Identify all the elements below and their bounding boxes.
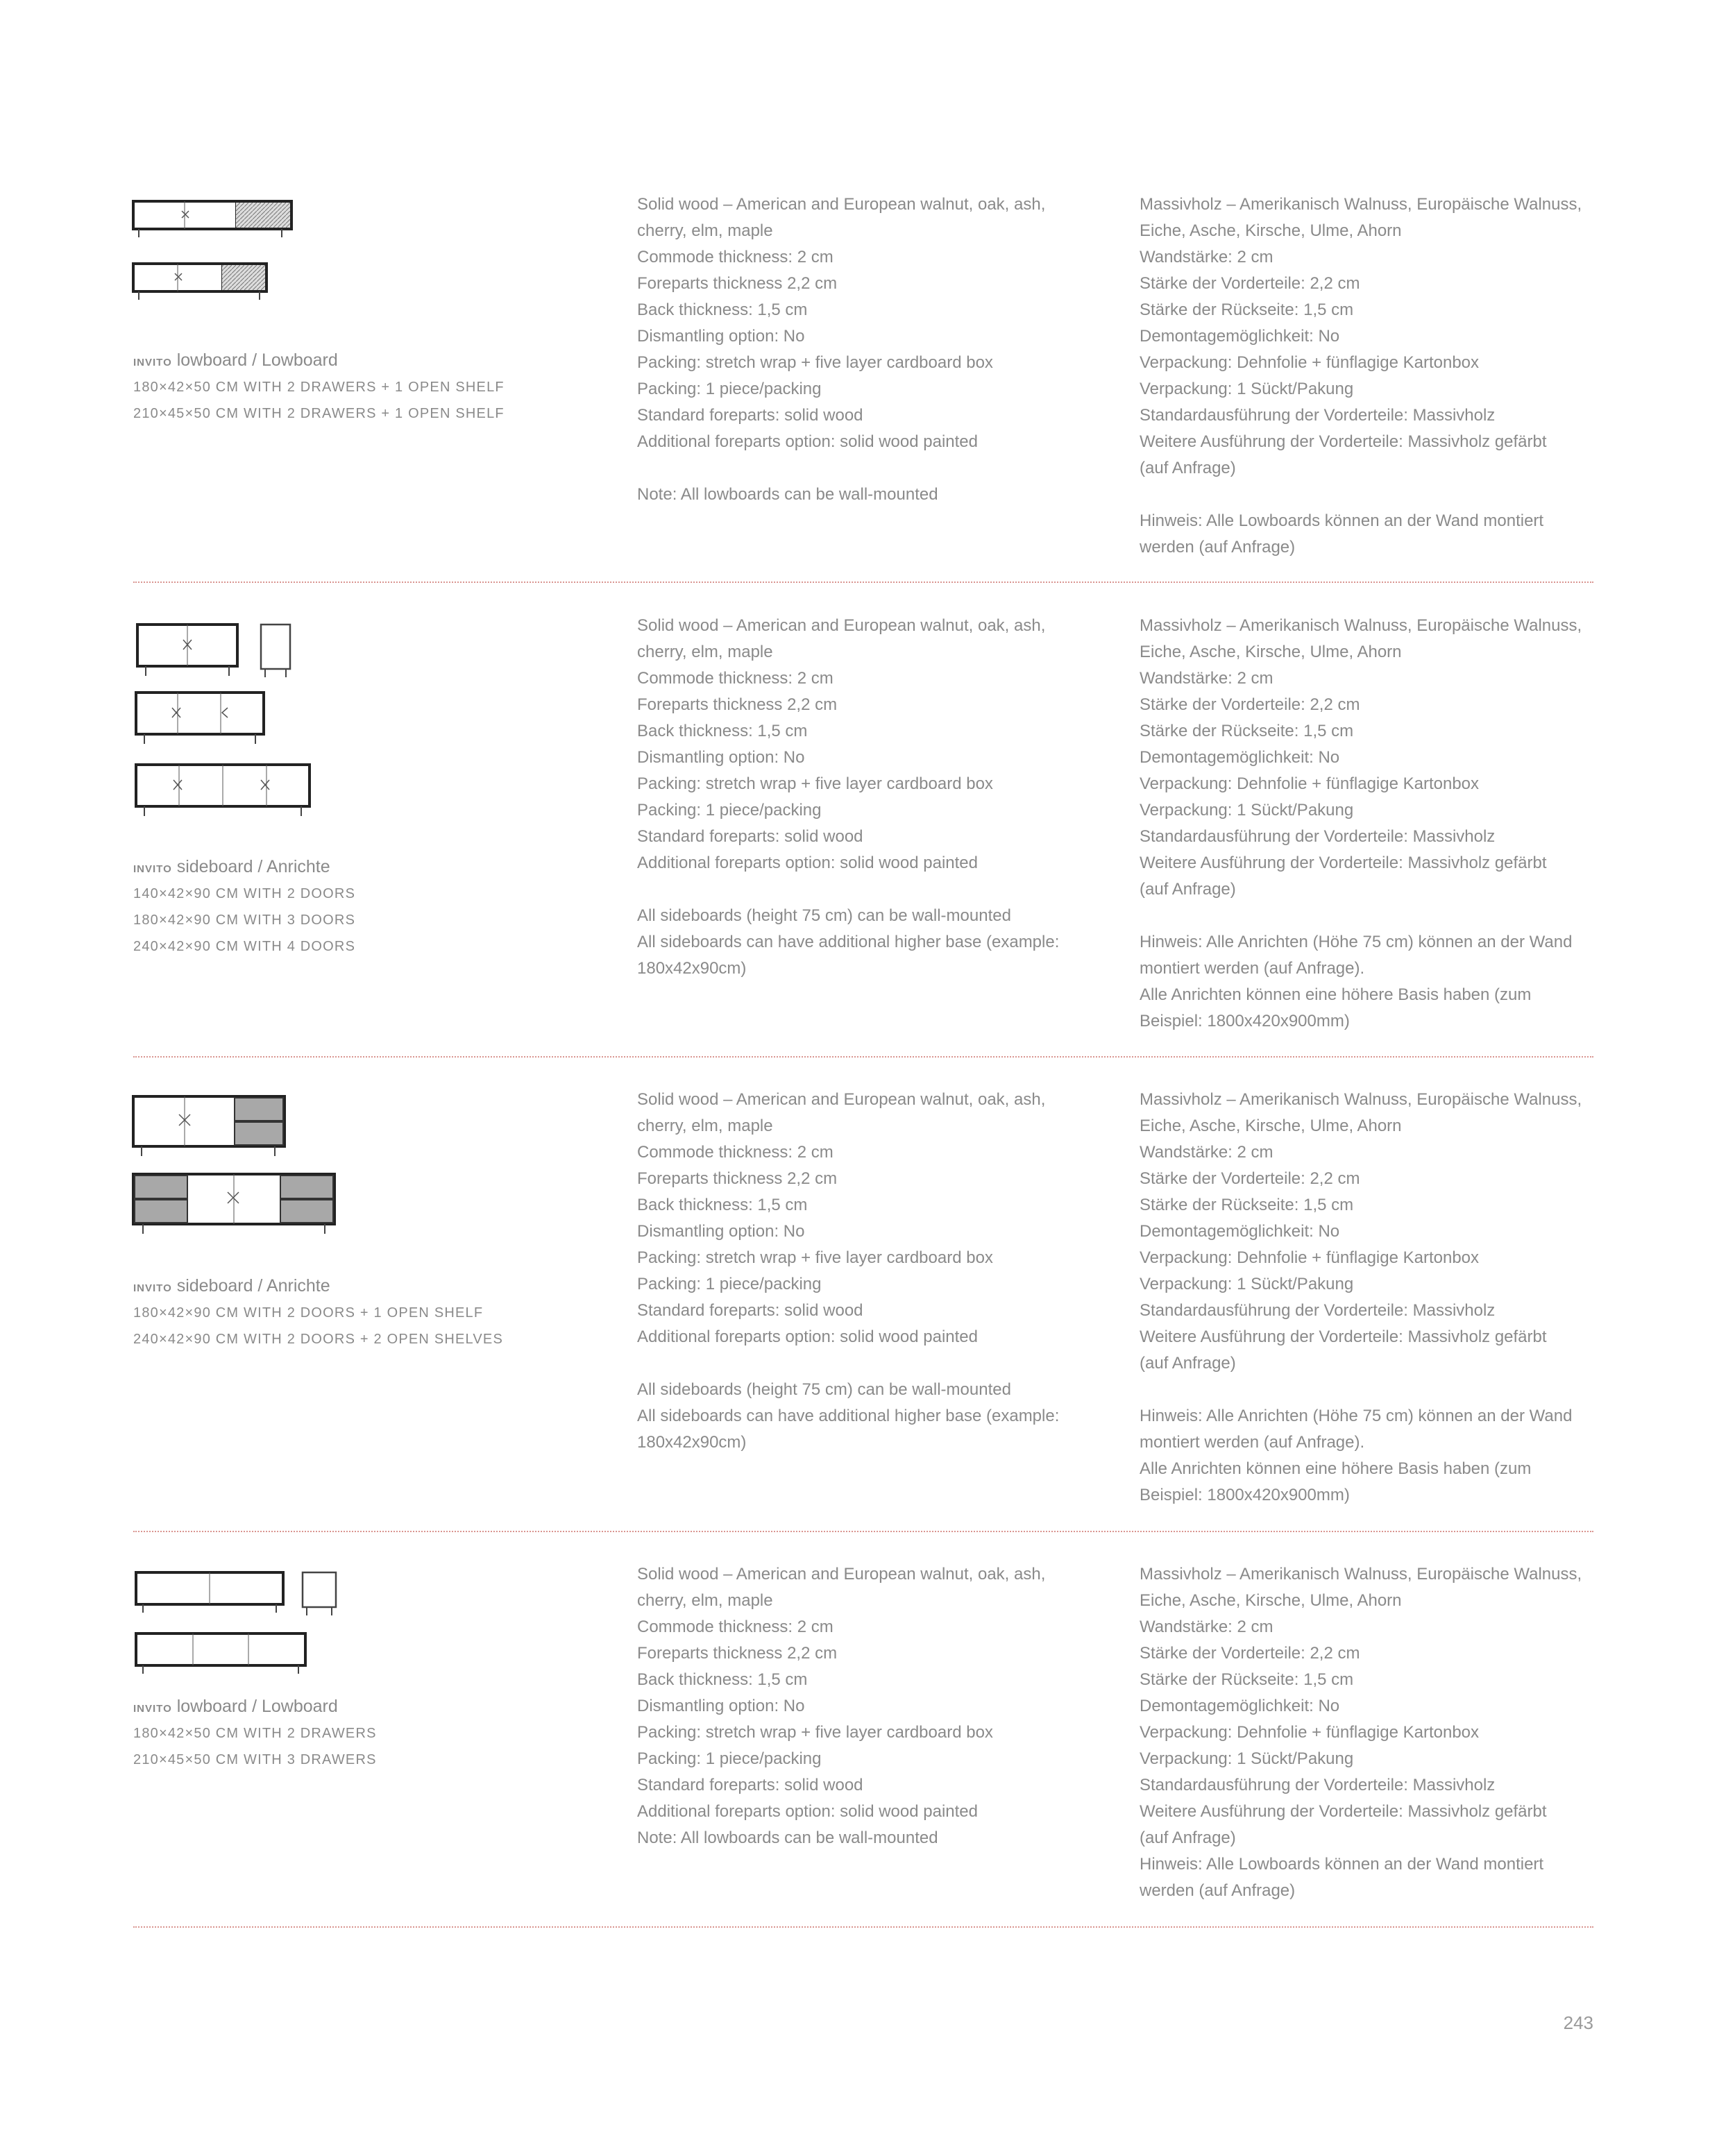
spec-line: Stärke der Rückseite: 1,5 cm — [1140, 1196, 1354, 1214]
spec-line: Packing: stretch wrap + five layer cardboard box — [637, 1723, 993, 1742]
spec-line: Weitere Ausführung der Vorderteile: Massivholz gefärbt — [1140, 432, 1547, 451]
lowboard-210-3drawers-drawing — [136, 1633, 305, 1674]
spec-line: Demontagemöglichkeit: No — [1140, 1222, 1340, 1241]
spec-english-2 — [637, 613, 1109, 982]
spec-gap — [637, 455, 1109, 482]
product-label-3 — [133, 1273, 503, 1352]
spec-line: Commode thickness: 2 cm — [637, 1618, 833, 1636]
spec-line: Standard foreparts: solid wood — [637, 1301, 863, 1320]
spec-line: Eiche, Asche, Kirsche, Ulme, Ahorn — [1140, 221, 1402, 240]
spec-german-3 — [1140, 1087, 1611, 1509]
spec-line: (auf Anfrage) — [1140, 880, 1236, 899]
dimension-line: 180×42×50 CM WITH 2 DRAWERS + 1 OPEN SHELF — [133, 380, 505, 395]
dimension-line: 140×42×90 CM WITH 2 DOORS — [133, 886, 356, 901]
section-divider — [133, 1926, 1593, 1928]
product-type: lowboard / Lowboard — [176, 1697, 338, 1716]
spec-line: Beispiel: 1800x420x900mm) — [1140, 1486, 1350, 1504]
spec-line: Eiche, Asche, Kirsche, Ulme, Ahorn — [1140, 1591, 1402, 1610]
spec-line: Back thickness: 1,5 cm — [637, 722, 808, 740]
spec-english-4 — [637, 1561, 1109, 1851]
spec-line: Hinweis: Alle Lowboards können an der Wand montiert — [1140, 1855, 1544, 1874]
spec-line: Packing: 1 piece/packing — [637, 380, 822, 398]
section-divider — [133, 582, 1593, 583]
spec-gap — [1140, 1377, 1611, 1403]
spec-line: werden (auf Anfrage) — [1140, 1881, 1296, 1900]
spec-line: Verpackung: 1 Sückt/Pakung — [1140, 1749, 1354, 1768]
spec-line: 180x42x90cm) — [637, 1433, 747, 1452]
spec-line: cherry, elm, maple — [637, 1591, 773, 1610]
product-type: lowboard / Lowboard — [176, 350, 338, 370]
spec-german-2 — [1140, 613, 1611, 1035]
page-number: 243 — [1563, 2012, 1593, 2033]
spec-line: Eiche, Asche, Kirsche, Ulme, Ahorn — [1140, 643, 1402, 661]
dimension-line: 210×45×50 CM WITH 3 DRAWERS — [133, 1752, 377, 1767]
spec-line: Additional foreparts option: solid wood painted — [637, 432, 978, 451]
spec-line: Standard foreparts: solid wood — [637, 1776, 863, 1794]
spec-line: Standardausführung der Vorderteile: Massivholz — [1140, 1301, 1496, 1320]
spec-line: Solid wood – American and European walnut, oak, ash, — [637, 1565, 1046, 1584]
lowboard-drawings-1 — [132, 194, 312, 305]
lowboard-drawings-4 — [132, 1567, 340, 1678]
spec-line: Dismantling option: No — [637, 327, 805, 346]
sideboard-drawings-3 — [132, 1094, 347, 1246]
spec-line: Dismantling option: No — [637, 748, 805, 767]
sideboard-180-drawing — [136, 693, 264, 744]
spec-line: Hinweis: Alle Anrichten (Höhe 75 cm) können an der Wand — [1140, 933, 1573, 951]
product-title — [133, 1693, 377, 1720]
spec-line: Solid wood – American and European walnut, oak, ash, — [637, 1090, 1046, 1109]
spec-line: Hinweis: Alle Lowboards können an der Wand montiert — [1140, 511, 1544, 530]
spec-line: cherry, elm, maple — [637, 1117, 773, 1135]
spec-line: Eiche, Asche, Kirsche, Ulme, Ahorn — [1140, 1117, 1402, 1135]
spec-line: montiert werden (auf Anfrage). — [1140, 1433, 1365, 1452]
product-type: sideboard / Anrichte — [176, 857, 330, 876]
lowboard-180-2drawers-drawing — [136, 1572, 336, 1615]
spec-german-1 — [1140, 192, 1611, 561]
spec-line: Verpackung: 1 Sückt/Pakung — [1140, 801, 1354, 820]
spec-line: Weitere Ausführung der Vorderteile: Massivholz gefärbt — [1140, 1802, 1547, 1821]
spec-line: All sideboards (height 75 cm) can be wall-mounted — [637, 906, 1011, 925]
product-title — [133, 854, 355, 881]
brand-name: invito — [133, 1278, 172, 1295]
spec-line: Foreparts thickness 2,2 cm — [637, 1644, 838, 1663]
spec-line: Standard foreparts: solid wood — [637, 827, 863, 846]
spec-line: Weitere Ausführung der Vorderteile: Massivholz gefärbt — [1140, 854, 1547, 872]
spec-line: Verpackung: 1 Sückt/Pakung — [1140, 1275, 1354, 1293]
product-title — [133, 1273, 503, 1300]
spec-line: Back thickness: 1,5 cm — [637, 1670, 808, 1689]
spec-line: Massivholz – Amerikanisch Walnuss, Europäische Walnuss, — [1140, 1090, 1582, 1109]
product-type: sideboard / Anrichte — [176, 1276, 330, 1296]
sideboard-180-shelf-drawing — [133, 1096, 285, 1156]
spec-line: Back thickness: 1,5 cm — [637, 1196, 808, 1214]
spec-line: Standardausführung der Vorderteile: Massivholz — [1140, 827, 1496, 846]
spec-line: Verpackung: Dehnfolie + fünflagige Kartonbox — [1140, 353, 1480, 372]
spec-line: cherry, elm, maple — [637, 643, 773, 661]
dimension-line: 180×42×90 CM WITH 3 DOORS — [133, 913, 356, 928]
sideboard-drawings-2 — [132, 618, 326, 819]
spec-line: Foreparts thickness 2,2 cm — [637, 274, 838, 293]
spec-line: Stärke der Rückseite: 1,5 cm — [1140, 722, 1354, 740]
spec-line: Packing: stretch wrap + five layer cardboard box — [637, 1248, 993, 1267]
spec-line: Demontagemöglichkeit: No — [1140, 1697, 1340, 1715]
spec-line: (auf Anfrage) — [1140, 459, 1236, 477]
spec-line: Massivholz – Amerikanisch Walnuss, Europäische Walnuss, — [1140, 1565, 1582, 1584]
spec-line: Foreparts thickness 2,2 cm — [637, 1169, 838, 1188]
spec-line: Wandstärke: 2 cm — [1140, 1618, 1273, 1636]
spec-line: Additional foreparts option: solid wood painted — [637, 1327, 978, 1346]
spec-line: montiert werden (auf Anfrage). — [1140, 959, 1365, 978]
brand-name: invito — [133, 352, 172, 369]
spec-line: Dismantling option: No — [637, 1697, 805, 1715]
spec-line: Additional foreparts option: solid wood painted — [637, 1802, 978, 1821]
spec-line: Stärke der Rückseite: 1,5 cm — [1140, 1670, 1354, 1689]
sideboard-240-drawing — [136, 765, 310, 816]
spec-line: Weitere Ausführung der Vorderteile: Massivholz gefärbt — [1140, 1327, 1547, 1346]
spec-line: Solid wood – American and European walnut, oak, ash, — [637, 616, 1046, 635]
product-title — [133, 347, 505, 374]
spec-line: Wandstärke: 2 cm — [1140, 669, 1273, 688]
spec-line: Hinweis: Alle Anrichten (Höhe 75 cm) können an der Wand — [1140, 1407, 1573, 1425]
spec-gap — [1140, 903, 1611, 929]
spec-line: Commode thickness: 2 cm — [637, 669, 833, 688]
dimension-line: 240×42×90 CM WITH 4 DOORS — [133, 939, 356, 954]
spec-line: Commode thickness: 2 cm — [637, 248, 833, 266]
spec-line: Wandstärke: 2 cm — [1140, 248, 1273, 266]
spec-gap — [1140, 482, 1611, 508]
spec-line: Packing: stretch wrap + five layer cardboard box — [637, 353, 993, 372]
spec-line: Note: All lowboards can be wall-mounted — [637, 485, 938, 504]
spec-line: Back thickness: 1,5 cm — [637, 300, 808, 319]
spec-line: Stärke der Vorderteile: 2,2 cm — [1140, 1169, 1360, 1188]
spec-line: Demontagemöglichkeit: No — [1140, 327, 1340, 346]
spec-line: Packing: 1 piece/packing — [637, 1275, 822, 1293]
spec-line: Stärke der Vorderteile: 2,2 cm — [1140, 695, 1360, 714]
spec-english-3 — [637, 1087, 1109, 1456]
spec-line: Massivholz – Amerikanisch Walnuss, Europäische Walnuss, — [1140, 616, 1582, 635]
spec-line: Note: All lowboards can be wall-mounted — [637, 1828, 938, 1847]
spec-line: Additional foreparts option: solid wood painted — [637, 854, 978, 872]
spec-gap — [637, 876, 1109, 903]
spec-line: Massivholz – Amerikanisch Walnuss, Europäische Walnuss, — [1140, 195, 1582, 214]
dimension-line: 180×42×90 CM WITH 2 DOORS + 1 OPEN SHELF — [133, 1305, 484, 1321]
spec-line: (auf Anfrage) — [1140, 1354, 1236, 1373]
spec-line: Stärke der Vorderteile: 2,2 cm — [1140, 274, 1360, 293]
spec-line: All sideboards can have additional higher base (example: — [637, 1407, 1060, 1425]
spec-line: Packing: stretch wrap + five layer cardboard box — [637, 774, 993, 793]
spec-gap — [637, 1350, 1109, 1377]
spec-line: Verpackung: 1 Sückt/Pakung — [1140, 380, 1354, 398]
spec-line: Alle Anrichten können eine höhere Basis haben (zum — [1140, 985, 1532, 1004]
spec-line: Packing: 1 piece/packing — [637, 801, 822, 820]
section-divider — [133, 1056, 1593, 1058]
brand-name: invito — [133, 1698, 172, 1715]
spec-line: Demontagemöglichkeit: No — [1140, 748, 1340, 767]
spec-line: Stärke der Rückseite: 1,5 cm — [1140, 300, 1354, 319]
spec-line: Beispiel: 1800x420x900mm) — [1140, 1012, 1350, 1030]
spec-line: Dismantling option: No — [637, 1222, 805, 1241]
spec-line: Verpackung: Dehnfolie + fünflagige Kartonbox — [1140, 774, 1480, 793]
spec-line: Commode thickness: 2 cm — [637, 1143, 833, 1162]
spec-line: Foreparts thickness 2,2 cm — [637, 695, 838, 714]
spec-line: Solid wood – American and European walnut, oak, ash, — [637, 195, 1046, 214]
spec-line: Alle Anrichten können eine höhere Basis haben (zum — [1140, 1459, 1532, 1478]
sideboard-140-drawing — [137, 625, 290, 677]
spec-line: werden (auf Anfrage) — [1140, 538, 1296, 557]
sideboard-240-shelves-drawing — [133, 1174, 335, 1234]
spec-german-4 — [1140, 1561, 1611, 1904]
spec-line: Verpackung: Dehnfolie + fünflagige Kartonbox — [1140, 1723, 1480, 1742]
spec-line: Wandstärke: 2 cm — [1140, 1143, 1273, 1162]
spec-line: All sideboards (height 75 cm) can be wall-mounted — [637, 1380, 1011, 1399]
product-label-2 — [133, 854, 355, 960]
spec-line: Standardausführung der Vorderteile: Massivholz — [1140, 1776, 1496, 1794]
spec-line: Standardausführung der Vorderteile: Massivholz — [1140, 406, 1496, 425]
spec-english-1 — [637, 192, 1109, 508]
spec-line: Packing: 1 piece/packing — [637, 1749, 822, 1768]
spec-line: All sideboards can have additional higher base (example: — [637, 933, 1060, 951]
spec-line: cherry, elm, maple — [637, 221, 773, 240]
dimension-line: 180×42×50 CM WITH 2 DRAWERS — [133, 1726, 377, 1741]
lowboard-180-drawing — [133, 201, 291, 237]
dimension-line: 240×42×90 CM WITH 2 DOORS + 2 OPEN SHELVES — [133, 1332, 503, 1347]
spec-line: Standard foreparts: solid wood — [637, 406, 863, 425]
section-divider — [133, 1531, 1593, 1532]
spec-line: 180x42x90cm) — [637, 959, 747, 978]
dimension-line: 210×45×50 CM WITH 2 DRAWERS + 1 OPEN SHELF — [133, 406, 505, 421]
spec-line: (auf Anfrage) — [1140, 1828, 1236, 1847]
brand-name: invito — [133, 858, 172, 876]
lowboard-210-drawing — [133, 264, 266, 300]
product-label-1 — [133, 347, 505, 427]
spec-line: Stärke der Vorderteile: 2,2 cm — [1140, 1644, 1360, 1663]
product-label-4 — [133, 1693, 377, 1773]
spec-line: Verpackung: Dehnfolie + fünflagige Kartonbox — [1140, 1248, 1480, 1267]
